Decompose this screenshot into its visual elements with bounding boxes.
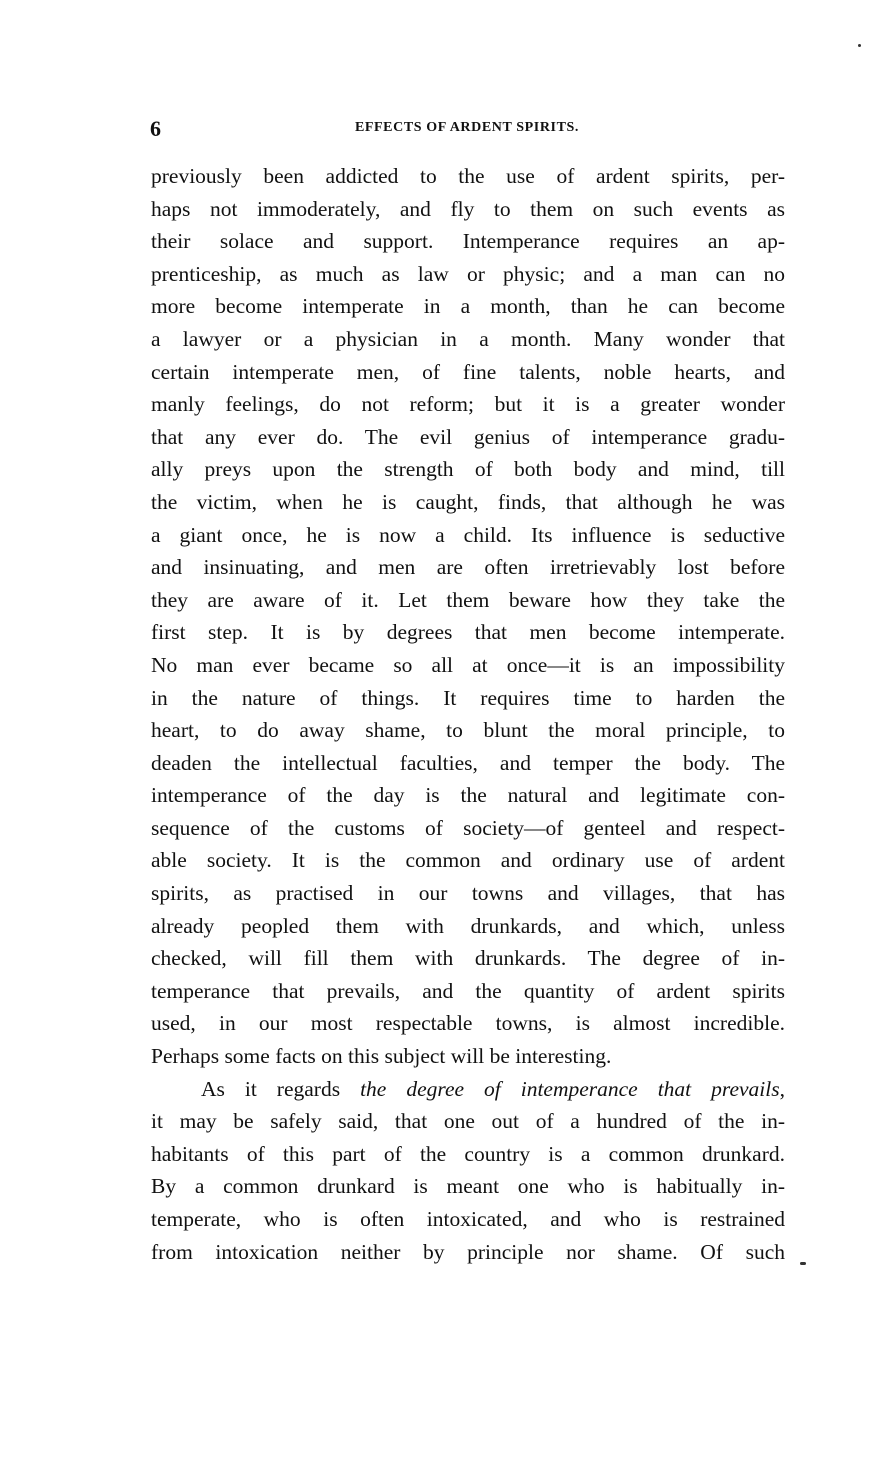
text-line: from intoxication neither by principle nor shame. Of such [151,1239,785,1264]
text-line: sequence of the customs of society—of genteel and respect- [151,815,785,840]
text-line: Perhaps some facts on this subject will be interesting. [151,1044,612,1069]
paragraph-2 [151,1073,785,1269]
text-line: it may be safely said, that one out of a hundred of the in- [151,1109,785,1134]
text-run: , [779,1076,785,1101]
text-line: in the nature of things. It requires time to harden the [151,685,785,710]
text-line: the victim, when he is caught, finds, that although he was [151,489,785,514]
text-line: prenticeship, as much as law or physic; and a man can no [151,261,785,286]
italic-emphasis: the degree of intemperance that prevails [360,1076,780,1101]
text-line: previously been addicted to the use of ardent spirits, per- [151,164,785,188]
text-line: able society. It is the common and ordinary use of ardent [151,848,785,873]
page-header [150,116,784,140]
running-head: EFFECTS OF ARDENT SPIRITS. [354,120,580,135]
text-line: intemperance of the day is the natural and legitimate con- [151,783,785,808]
text-line: used, in our most respectable towns, is almost incredible. [151,1011,785,1036]
text-line: No man ever became so all at once—it is an impossibility [151,652,785,677]
text-line: first step. It is by degrees that men become intemperate. [151,620,785,645]
text-line [151,1073,785,1106]
text-line: they are aware of it. Let them beware how they take the [151,587,785,612]
text-line: more become intemperate in a month, than he can become [151,294,785,319]
text-line: haps not immoderately, and fly to them on such events as [151,196,785,221]
text-line: a lawyer or a physician in a month. Many wonder that [151,326,785,351]
text-line: temperance that prevails, and the quantity of ardent spirits [151,978,785,1003]
text-line: ally preys upon the strength of both body and mind, till [151,457,785,482]
text-line: already peopled them with drunkards, and which, unless [151,913,785,938]
text-line: manly feelings, do not reform; but it is a greater wonder [151,392,785,417]
text-line: that any ever do. The evil genius of intemperance gradu- [151,424,785,449]
text-line: temperate, who is often intoxicated, and who is restrained [151,1207,785,1231]
paragraph-1 [151,160,785,1073]
text-line: their solace and support. Intemperance requires an ap- [151,229,785,254]
text-line: deaden the intellectual faculties, and temper the body. The [151,750,785,775]
scan-speck [800,1262,806,1265]
text-line: and insinuating, and men are often irretrievably lost before [151,555,785,580]
text-line: certain intemperate men, of fine talents, noble hearts, and [151,359,785,384]
text-line: heart, to do away shame, to blunt the moral principle, to [151,718,785,743]
scan-speck [858,44,861,47]
text-line: habitants of this part of the country is a common drunkard. [151,1141,785,1166]
page-number: 6 [150,116,161,141]
text-line: a giant once, he is now a child. Its influence is seductive [151,522,785,547]
page-body [151,160,785,1268]
text-line: checked, will fill them with drunkards. The degree of in- [151,946,785,971]
text-line: spirits, as practised in our towns and villages, that has [151,881,785,906]
text-run: As it regards [201,1076,361,1101]
text-line: By a common drunkard is meant one who is habitually in- [151,1174,785,1199]
